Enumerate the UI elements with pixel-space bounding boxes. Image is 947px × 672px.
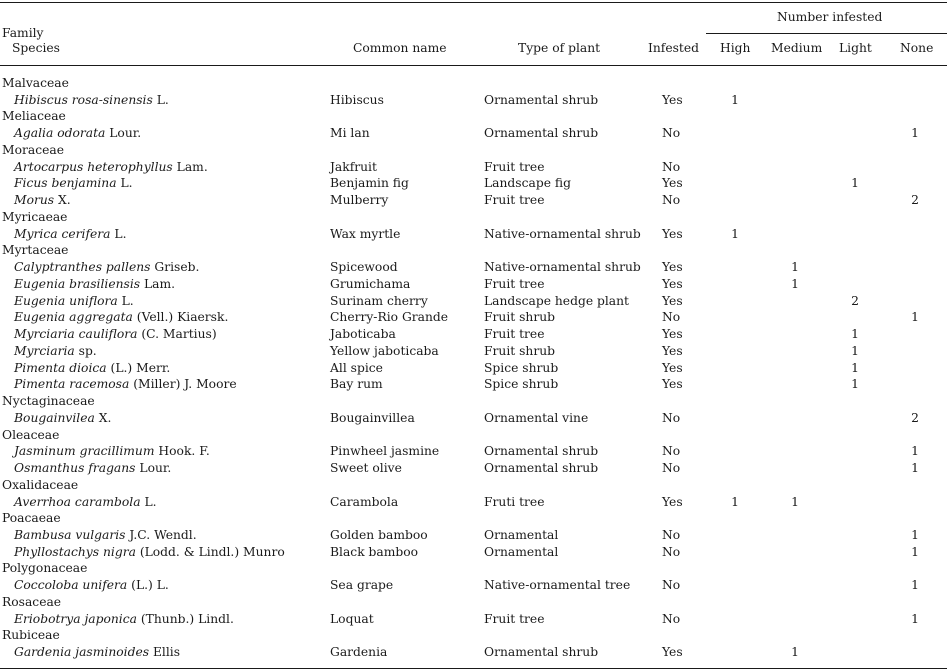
infested-cell: Yes <box>662 377 683 392</box>
infested-cell: Yes <box>662 92 683 107</box>
count-high-cell: 1 <box>731 92 739 107</box>
count-none-cell: 1 <box>911 310 919 325</box>
infested-cell: No <box>662 410 681 425</box>
common-name-cell: Hibiscus <box>330 92 384 107</box>
table-top-rule <box>0 2 947 3</box>
plant-type-cell: Ornamental <box>484 544 559 559</box>
species-name <box>14 159 208 175</box>
plant-type-cell: Ornamental vine <box>484 410 589 425</box>
count-high-cell: 1 <box>731 226 739 241</box>
plant-type-cell: Native-ornamental tree <box>484 578 631 593</box>
species-name <box>14 92 169 108</box>
species-binomial: Myrica cerifera <box>14 226 111 241</box>
common-name-cell: Grumichama <box>330 276 411 291</box>
species-binomial: Eriobotrya japonica <box>14 611 137 626</box>
species-binomial: Eugenia brasiliensis <box>14 276 141 291</box>
infested-cell: No <box>662 461 681 476</box>
species-authority: (Lodd. & Lindl.) Munro <box>135 544 285 559</box>
species-binomial: Phyllostachys nigra <box>14 544 136 559</box>
header-none: None <box>900 41 934 55</box>
common-name-cell: Yellow jaboticaba <box>330 343 439 358</box>
species-name <box>14 410 111 426</box>
common-name-cell: Wax myrtle <box>330 226 401 241</box>
infested-cell: Yes <box>662 260 683 275</box>
plant-type-cell: Fruit shrub <box>484 310 556 325</box>
header-species: Species <box>12 41 60 55</box>
count-none-cell: 1 <box>911 611 919 626</box>
common-name-cell: Golden bamboo <box>330 527 428 542</box>
plant-type-cell: Fruit tree <box>484 159 545 174</box>
plant-type-cell: Spice shrub <box>484 377 559 392</box>
species-binomial: Myrciaria cauliflora <box>14 327 138 342</box>
header-common-name: Common name <box>353 41 447 55</box>
count-light-cell: 1 <box>851 360 859 375</box>
header-high: High <box>720 41 751 55</box>
common-name-cell: Black bamboo <box>330 544 419 559</box>
count-light-cell: 1 <box>851 176 859 191</box>
plant-type-cell: Fruit tree <box>484 193 545 208</box>
family-name: Oleaceae <box>2 427 60 442</box>
species-authority: Hook. F. <box>154 444 210 459</box>
header-number-infested: Number infested <box>777 10 883 24</box>
count-medium-cell: 1 <box>791 494 799 509</box>
common-name-cell: Gardenia <box>330 645 388 660</box>
species-binomial: Bambusa vulgaris <box>14 527 126 542</box>
common-name-cell: Bougainvillea <box>330 410 415 425</box>
species-binomial: Morus <box>14 193 55 208</box>
species-authority: L. <box>140 494 157 509</box>
family-name: Rosaceae <box>2 594 62 609</box>
infested-cell: Yes <box>662 360 683 375</box>
species-binomial: Hibiscus rosa-sinensis <box>14 92 153 107</box>
plant-type-cell: Ornamental shrub <box>484 645 599 660</box>
species-name <box>14 544 285 560</box>
species-authority: L. <box>116 176 133 191</box>
species-binomial: Eugenia uniflora <box>14 293 118 308</box>
count-none-cell: 1 <box>911 126 919 141</box>
family-name: Poacaeae <box>2 511 61 526</box>
species-binomial: Bougainvilea <box>14 410 95 425</box>
species-name <box>14 360 170 376</box>
count-light-cell: 2 <box>851 293 859 308</box>
species-authority: (L.) Merr. <box>106 360 171 375</box>
family-name: Myrtaceae <box>2 243 69 258</box>
header-medium: Medium <box>771 41 823 55</box>
species-authority: X. <box>54 193 71 208</box>
family-name: Meliaceae <box>2 109 66 124</box>
species-authority: L. <box>110 226 127 241</box>
plant-type-cell: Ornamental <box>484 527 559 542</box>
species-authority: (C. Martius) <box>137 327 217 342</box>
plant-type-cell: Spice shrub <box>484 360 559 375</box>
species-authority: (Miller) J. Moore <box>129 377 237 392</box>
infested-cell: No <box>662 527 681 542</box>
species-name <box>14 192 71 208</box>
species-binomial: Pimenta racemosa <box>14 377 130 392</box>
infested-cell: Yes <box>662 327 683 342</box>
infested-cell: Yes <box>662 645 683 660</box>
table-bottom-rule <box>0 668 947 669</box>
species-binomial: Agalia odorata <box>14 126 106 141</box>
species-binomial: Calyptranthes pallens <box>14 260 151 275</box>
species-name <box>14 494 157 510</box>
species-binomial: Coccoloba unifera <box>14 578 128 593</box>
plant-type-cell: Landscape hedge plant <box>484 293 629 308</box>
count-light-cell: 1 <box>851 343 859 358</box>
plant-type-cell: Fruit shrub <box>484 343 556 358</box>
species-authority: Ellis <box>149 645 181 660</box>
infested-cell: Yes <box>662 343 683 358</box>
infested-cell: No <box>662 193 681 208</box>
species-name <box>14 293 134 309</box>
count-light-cell: 1 <box>851 377 859 392</box>
infested-cell: Yes <box>662 226 683 241</box>
species-authority: J.C. Wendl. <box>125 527 197 542</box>
plant-type-cell: Fruti tree <box>484 494 545 509</box>
common-name-cell: Bay rum <box>330 377 383 392</box>
infested-cell: Yes <box>662 494 683 509</box>
species-authority: (L.) L. <box>127 578 169 593</box>
family-name: Myricaeae <box>2 209 68 224</box>
count-none-cell: 2 <box>911 193 919 208</box>
common-name-cell: Loquat <box>330 611 374 626</box>
count-medium-cell: 1 <box>791 645 799 660</box>
species-name <box>14 276 175 292</box>
species-name <box>14 577 169 593</box>
count-none-cell: 1 <box>911 461 919 476</box>
species-name <box>14 443 210 459</box>
species-name <box>14 611 234 627</box>
common-name-cell: Jakfruit <box>330 159 377 174</box>
species-binomial: Ficus benjamina <box>14 176 117 191</box>
common-name-cell: Sweet olive <box>330 461 402 476</box>
species-name <box>14 326 217 342</box>
common-name-cell: Pinwheel jasmine <box>330 444 440 459</box>
species-authority: X. <box>94 410 112 425</box>
species-name <box>14 226 126 242</box>
species-name <box>14 644 180 660</box>
infested-cell: No <box>662 578 681 593</box>
plant-type-cell: Fruit tree <box>484 276 545 291</box>
infested-cell: Yes <box>662 293 683 308</box>
species-authority: Lam. <box>140 276 176 291</box>
family-name: Malvaceae <box>2 76 69 90</box>
species-binomial: Pimenta dioica <box>14 360 107 375</box>
species-binomial: Artocarpus heterophyllus <box>14 159 173 174</box>
species-binomial: Osmanthus fragans <box>14 461 136 476</box>
plant-type-cell: Landscape fig <box>484 176 571 191</box>
header-type-of-plant: Type of plant <box>518 41 601 55</box>
species-name <box>14 309 228 325</box>
count-none-cell: 1 <box>911 444 919 459</box>
family-name: Nyctaginaceae <box>2 394 95 409</box>
species-authority: Griseb. <box>150 260 200 275</box>
species-binomial: Jasminum gracillimum <box>14 444 155 459</box>
count-high-cell: 1 <box>731 494 739 509</box>
species-authority: sp. <box>74 343 97 358</box>
infested-cell: No <box>662 611 681 626</box>
family-name: Oxalidaceae <box>2 477 79 492</box>
header-bottom-rule <box>0 65 947 66</box>
family-name: Rubiceae <box>2 628 60 643</box>
species-authority: L. <box>152 92 169 107</box>
common-name-cell: Jaboticaba <box>330 327 396 342</box>
species-binomial: Averrhoa carambola <box>14 494 141 509</box>
infested-cell: Yes <box>662 176 683 191</box>
species-name <box>14 460 171 476</box>
species-name <box>14 527 197 543</box>
common-name-cell: Cherry-Rio Grande <box>330 310 449 325</box>
species-authority: Lour. <box>135 461 172 476</box>
common-name-cell: Benjamin fig <box>330 176 409 191</box>
infested-cell: Yes <box>662 276 683 291</box>
species-binomial: Eugenia aggregata <box>14 310 133 325</box>
plant-type-cell: Fruit tree <box>484 611 545 626</box>
count-light-cell: 1 <box>851 327 859 342</box>
common-name-cell: Mi lan <box>330 126 370 141</box>
species-name <box>14 259 199 275</box>
species-binomial: Myrciaria <box>14 343 75 358</box>
common-name-cell: Carambola <box>330 494 399 509</box>
count-none-cell: 2 <box>911 410 919 425</box>
common-name-cell: Sea grape <box>330 578 394 593</box>
common-name-cell: Mulberry <box>330 193 389 208</box>
species-name <box>14 376 237 392</box>
species-authority: (Thunb.) Lindl. <box>136 611 234 626</box>
infested-cell: No <box>662 126 681 141</box>
plant-type-cell: Fruit tree <box>484 327 545 342</box>
header-light: Light <box>839 41 872 55</box>
plant-type-cell: Ornamental shrub <box>484 92 599 107</box>
family-name: Polygonaceae <box>2 561 88 576</box>
header-infested: Infested <box>648 41 700 55</box>
plant-type-cell: Ornamental shrub <box>484 444 599 459</box>
infested-cell: No <box>662 159 681 174</box>
infested-cell: No <box>662 544 681 559</box>
number-infested-span-rule <box>706 33 947 34</box>
count-medium-cell: 1 <box>791 260 799 275</box>
count-medium-cell: 1 <box>791 276 799 291</box>
count-none-cell: 1 <box>911 544 919 559</box>
species-binomial: Gardenia jasminoides <box>14 645 150 660</box>
plant-type-cell: Native-ornamental shrub <box>484 260 641 275</box>
count-none-cell: 1 <box>911 527 919 542</box>
species-authority: (Vell.) Kiaersk. <box>132 310 229 325</box>
species-name <box>14 125 141 141</box>
plant-type-cell: Native-ornamental shrub <box>484 226 641 241</box>
infested-cell: No <box>662 310 681 325</box>
common-name-cell: Spicewood <box>330 260 398 275</box>
species-authority: Lour. <box>105 126 142 141</box>
common-name-cell: Surinam cherry <box>330 293 428 308</box>
species-authority: L. <box>117 293 134 308</box>
plant-type-cell: Ornamental shrub <box>484 126 599 141</box>
header-family: Family <box>2 26 44 40</box>
infested-cell: No <box>662 444 681 459</box>
species-authority: Lam. <box>172 159 208 174</box>
family-name: Moraceae <box>2 142 64 157</box>
species-name <box>14 343 97 359</box>
species-name <box>14 175 133 191</box>
plant-type-cell: Ornamental shrub <box>484 461 599 476</box>
count-none-cell: 1 <box>911 578 919 593</box>
common-name-cell: All spice <box>330 360 383 375</box>
